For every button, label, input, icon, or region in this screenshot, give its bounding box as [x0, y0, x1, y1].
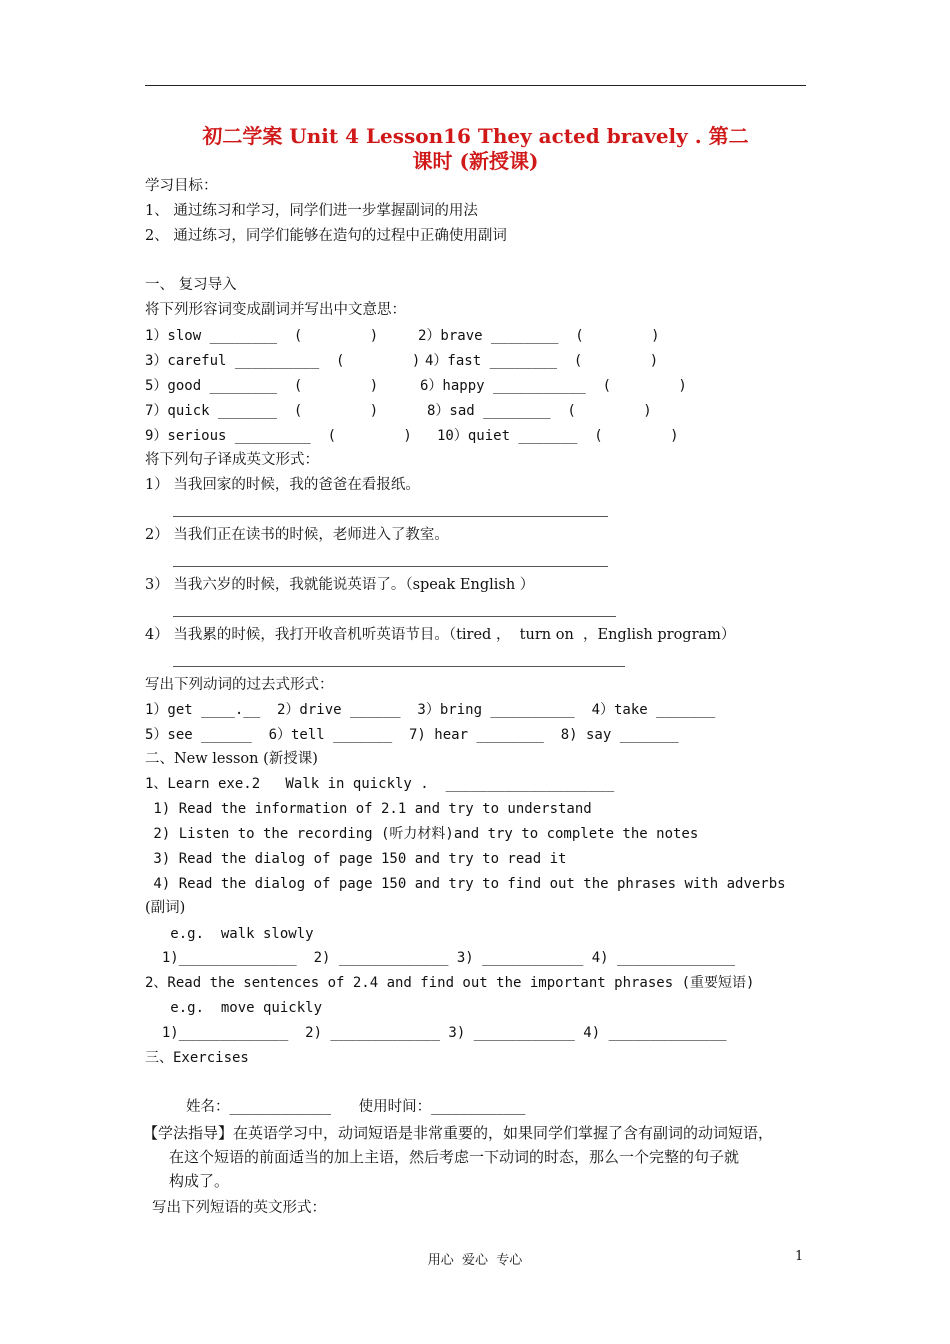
- lesson-line: 4) Read the dialog of page 150 and try to find out the phrases with adverbs: [145, 876, 786, 892]
- task-instruction: 将下列形容词变成副词并写出中文意思：: [145, 302, 406, 318]
- section1-heading: 一、 复习导入: [145, 277, 237, 293]
- section2-heading: 二、New lesson (新授课): [145, 751, 318, 767]
- objective-item: 2、 通过练习，同学们能够在造句的过程中正确使用副词: [145, 228, 507, 244]
- study-tip-text: 在这个短语的前面适当的加上主语，然后考虑一下动词的时态，那么一个完整的句子就: [169, 1148, 740, 1166]
- lesson-line: 1)_____________ 2) _____________ 3) ____________ 4) ______________: [145, 1025, 727, 1041]
- adj-item: 5）good ________ ( ): [145, 378, 379, 394]
- objectives-heading: 学习目标：: [145, 178, 218, 194]
- verb-row: 5）see ______ 6）tell _______ 7) hear ________ 8) say _______: [145, 727, 679, 743]
- lesson-line: (副词): [145, 900, 186, 916]
- page-number: 1: [795, 1249, 804, 1264]
- answer-line: [173, 666, 625, 667]
- page-title: 初二学案 Unit 4 Lesson16 They acted bravely . 第二: [202, 124, 749, 148]
- page-title-line2: 课时 (新授课): [412, 149, 539, 173]
- adj-item: 3）careful __________ ( ): [145, 353, 421, 369]
- study-tip-label: 【学法指导】: [143, 1124, 234, 1142]
- adj-item: 10）quiet _______ ( ): [437, 428, 679, 444]
- sentence-item: 4） 当我累的时候，我打开收音机听英语节目。（tired ， turn on ，English program）: [145, 627, 736, 643]
- answer-line: [173, 616, 616, 617]
- adj-item: 9）serious _________ ( ): [145, 428, 412, 444]
- lesson-line: e.g. walk slowly: [145, 926, 314, 942]
- lesson-line: e.g. move quickly: [145, 1000, 323, 1016]
- section3-heading: 三、Exercises: [145, 1050, 249, 1066]
- adj-item: 8）sad ________ ( ): [427, 403, 652, 419]
- lesson-line: 3) Read the dialog of page 150 and try to read it: [145, 851, 567, 867]
- adj-item: 7）quick _______ ( ): [145, 403, 379, 419]
- study-tip: [143, 1122, 773, 1144]
- answer-line: [173, 566, 608, 567]
- adj-item: 6）happy ___________ ( ): [420, 378, 687, 394]
- lesson-line: 1)______________ 2) _____________ 3) ____________ 4) ______________: [145, 950, 736, 966]
- sentence-item: 3） 当我六岁的时候，我就能说英语了。（speak English ）: [145, 577, 535, 593]
- sentence-item: 2） 当我们正在读书的时候，老师进入了教室。: [145, 527, 449, 543]
- task-instruction: 写出下列短语的英文形式：: [152, 1200, 326, 1216]
- header-rule: [145, 85, 806, 86]
- lesson-line: 2、Read the sentences of 2.4 and find out the important phrases (重要短语): [145, 975, 755, 991]
- adj-item: 4）fast ________ ( ): [425, 353, 659, 369]
- sentence-item: 1） 当我回家的时候，我的爸爸在看报纸。: [145, 477, 420, 493]
- adj-item: 2）brave ________ ( ): [418, 328, 660, 344]
- objective-item: 1、 通过练习和学习，同学们进一步掌握副词的用法: [145, 203, 478, 219]
- name-time-line: 姓名：______________ 使用时间：_____________: [186, 1099, 526, 1115]
- footer-motto: 用心 爱心 专心: [427, 1253, 523, 1268]
- lesson-line: 1、Learn exe.2 Walk in quickly . ____________________: [145, 776, 615, 792]
- answer-line: [173, 516, 608, 517]
- task-instruction: 将下列句子译成英文形式：: [145, 452, 319, 468]
- study-tip-text: 在英语学习中，动词短语是非常重要的，如果同学们掌握了含有副词的动词短语，: [233, 1124, 774, 1142]
- study-tip-text: 构成了。: [169, 1172, 230, 1190]
- task-instruction: 写出下列动词的过去式形式：: [145, 677, 334, 693]
- verb-row: 1）get ____.__ 2）drive ______ 3）bring __________ 4）take _______: [145, 702, 716, 718]
- lesson-line: 2) Listen to the recording (听力材料)and try to complete the notes: [145, 826, 699, 842]
- lesson-line: 1) Read the information of 2.1 and try to understand: [145, 801, 592, 817]
- adj-item: 1）slow ________ ( ): [145, 328, 379, 344]
